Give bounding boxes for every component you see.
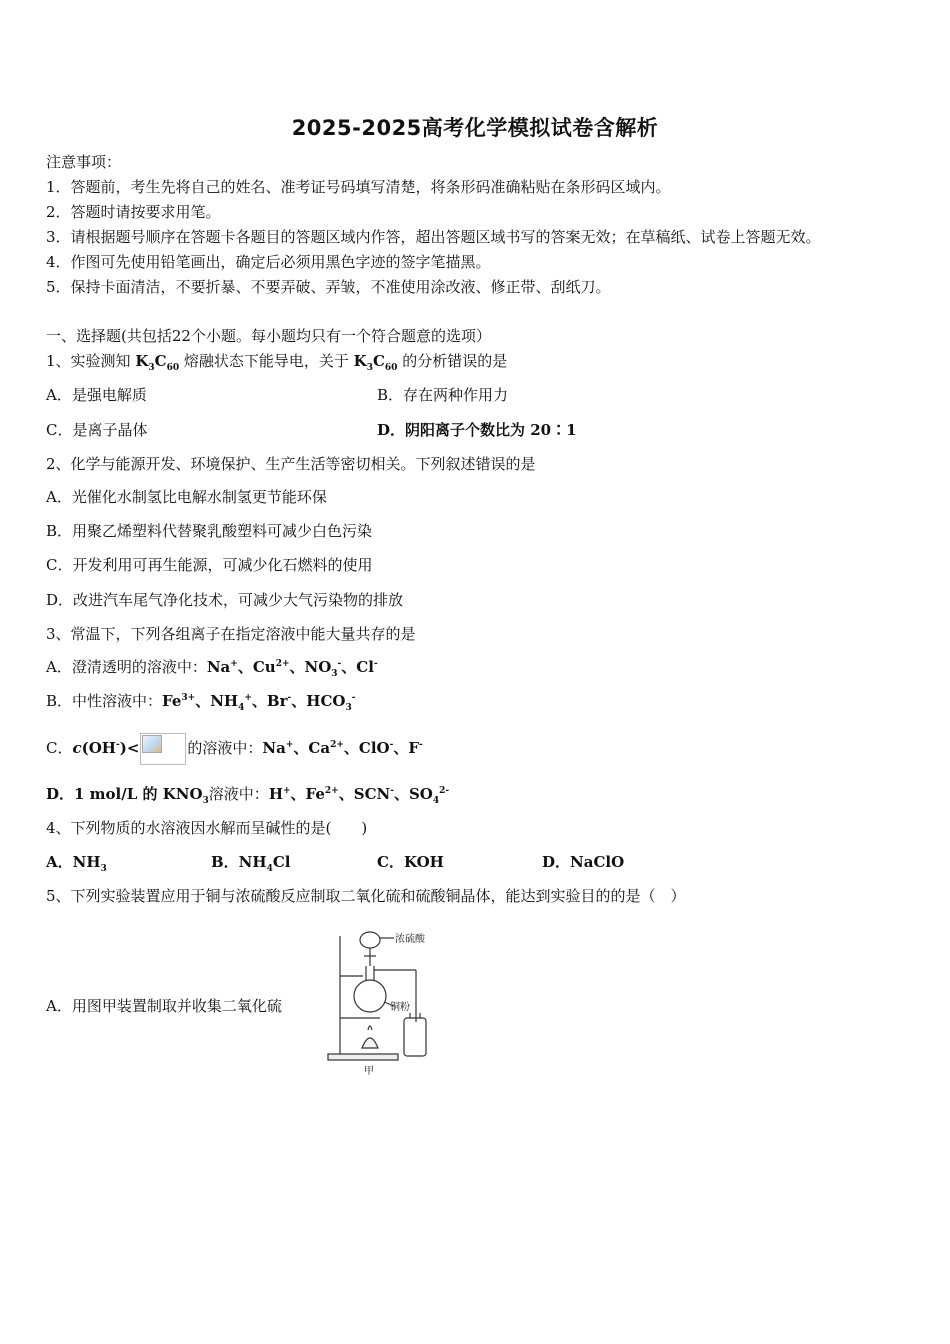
figure-label-acid: 浓硫酸 bbox=[395, 934, 425, 945]
notice-item-4: 4．作图可先使用铅笔画出，确定后必须用黑色字迹的签字笔描黑。 bbox=[46, 253, 491, 271]
apparatus-figure bbox=[318, 918, 458, 1078]
gas-bottle bbox=[404, 1018, 426, 1056]
question-5-stem: 5、下列实验装置应用于铜与浓硫酸反应制取二氧化硫和硫酸铜晶体，能达到实验目的的是（ ） bbox=[46, 887, 686, 905]
notice-item-5: 5．保持卡面清洁，不要折暴、不要弄破、弄皱，不准使用涂改液、修正带、刮纸刀。 bbox=[46, 278, 611, 296]
question-4-option-d: D．NaClO bbox=[542, 853, 625, 871]
stand-base bbox=[328, 1054, 398, 1060]
question-2-option-d: D．改进汽车尾气净化技术，可减少大气污染物的排放 bbox=[46, 591, 404, 609]
question-3-option-a: A．澄清透明的溶液中：Na+、$Cu^{2+}$、$NO_3^-$、Cl- bbox=[46, 658, 378, 679]
question-1-option-d: D．阴阳离子个数比为 20∶1 bbox=[377, 421, 577, 439]
question-1-option-b: B．存在两种作用力 bbox=[377, 386, 509, 404]
alcohol-lamp bbox=[362, 1038, 378, 1048]
flask bbox=[354, 980, 386, 1012]
page-title: 2025-2025高考化学模拟试卷含解析 bbox=[291, 116, 659, 140]
question-3-option-c: C．c(OH-)< 的溶液中：Na+、$Ca^{2+}$、ClO-、F- bbox=[46, 733, 423, 765]
section-heading: 一、选择题(共包括22个小题。每小题均只有一个符合题意的选项） bbox=[46, 327, 491, 345]
figure-label-cu: 铜粉 bbox=[390, 1002, 410, 1013]
question-4-stem: 4、下列物质的水溶液因水解而呈碱性的是( ) bbox=[46, 819, 368, 837]
notice-item-3: 3．请根据题号顺序在答题卡各题目的答题区域内作答，超出答题区域书写的答案无效；在草稿纸、试卷上答题无效。 bbox=[46, 228, 821, 246]
question-2-option-b: B．用聚乙烯塑料代替聚乳酸塑料可减少白色污染 bbox=[46, 522, 373, 540]
question-5-option-a: A．用图甲装置制取并收集二氧化硫 bbox=[46, 997, 282, 1015]
separatory-funnel bbox=[360, 932, 380, 948]
question-3-stem: 3、常温下，下列各组离子在指定溶液中能大量共存的是 bbox=[46, 625, 416, 643]
figure-caption: 甲 bbox=[364, 1066, 374, 1077]
notice-item-2: 2．答题时请按要求用笔。 bbox=[46, 203, 221, 221]
question-3-option-b: B．中性溶液中：$Fe^{3+}$、$NH_4^+$、Br-、$HCO_3^-$ bbox=[46, 692, 356, 713]
notice-item-1: 1．答题前，考生先将自己的姓名、准考证号码填写清楚，将条形码准确粘贴在条形码区域内。 bbox=[46, 178, 671, 196]
question-2-option-c: C．开发利用可再生能源，可减少化石燃料的使用 bbox=[46, 556, 373, 574]
question-3-option-d: D．1 mol/L 的 $KNO_3$溶液中：H+、$Fe^{2+}$、SCN-、$SO_4^{2-}$ bbox=[46, 785, 450, 806]
question-2-stem: 2、化学与能源开发、环境保护、生产生活等密切相关。下列叙述错误的是 bbox=[46, 455, 536, 473]
question-1-option-a: A．是强电解质 bbox=[46, 386, 147, 404]
question-1-option-c: C．是离子晶体 bbox=[46, 421, 148, 439]
notice-heading: 注意事项： bbox=[46, 153, 122, 171]
question-1-stem: 1、实验测知 $K_3C_{60}$ 熔融状态下能导电，关于 $K_3C_{60}$ 的分析错误的是 bbox=[46, 352, 508, 373]
question-4-option-b: B．$NH_4Cl$ bbox=[211, 853, 291, 874]
missing-formula-image-icon bbox=[140, 733, 186, 765]
question-4-option-a: A．$NH_3$ bbox=[46, 853, 107, 874]
question-2-option-a: A．光催化水制氢比电解水制氢更节能环保 bbox=[46, 488, 327, 506]
question-4-option-c: C．KOH bbox=[377, 853, 444, 871]
